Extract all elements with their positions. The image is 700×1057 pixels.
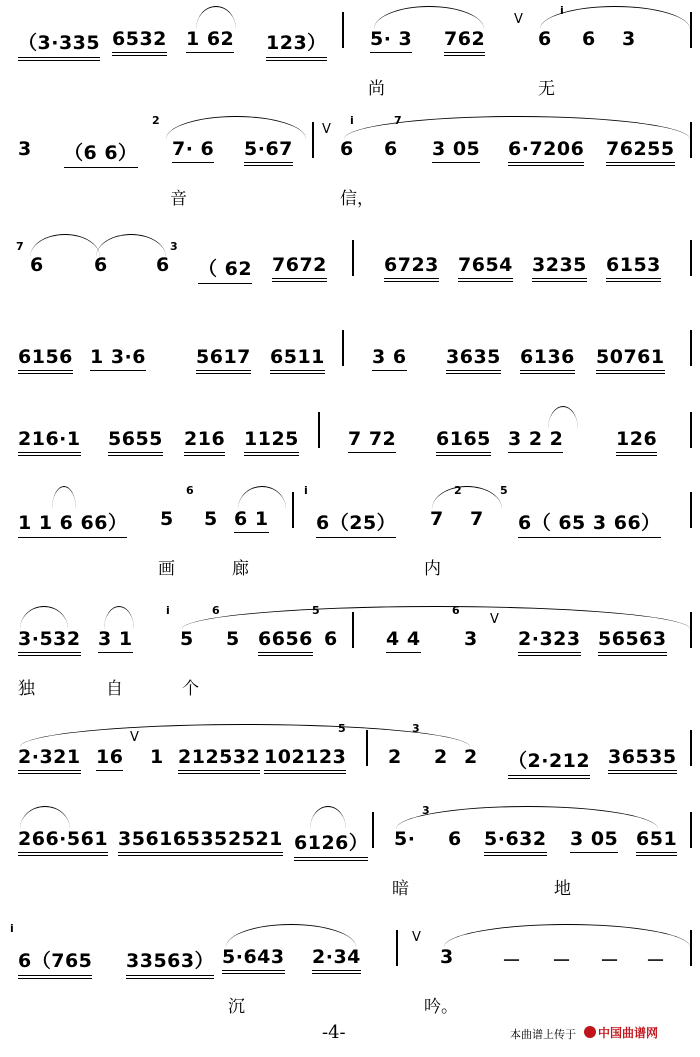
- grace-note: 3: [422, 804, 430, 817]
- lyric: 沉: [228, 997, 245, 1017]
- breath-mark: V: [412, 930, 421, 945]
- note-group: 6: [30, 254, 44, 276]
- dash: －: [502, 950, 522, 972]
- notes-line: [0, 746, 700, 772]
- bar-line: [352, 612, 354, 648]
- notes-line: [0, 346, 700, 372]
- note-group: 6656: [258, 628, 313, 656]
- notes-line: [0, 946, 700, 972]
- grace-note: 5: [338, 722, 346, 735]
- bar-line: [312, 122, 314, 158]
- note-group: 1 62: [186, 28, 234, 53]
- note-group: 6: [324, 628, 338, 650]
- note-group: 123）: [266, 28, 327, 61]
- slur-mark: [396, 806, 658, 829]
- note-group: （6 6）: [64, 138, 138, 168]
- note-group: 6532: [112, 28, 167, 56]
- grace-note: i: [304, 484, 308, 497]
- score-row: [0, 918, 700, 1018]
- grace-note: i: [10, 922, 14, 935]
- slur-mark: [238, 486, 286, 509]
- score-row: [0, 220, 700, 320]
- lyric: 无: [538, 79, 555, 99]
- slur-mark: [20, 806, 70, 829]
- lyric: 廊: [232, 559, 249, 579]
- notes-line: [0, 628, 700, 654]
- slur-mark: [104, 606, 134, 629]
- note-group: 5: [204, 508, 218, 530]
- notes-line: [0, 508, 700, 534]
- notes-line: [0, 28, 700, 54]
- slur-mark: [182, 606, 690, 629]
- bar-line: [342, 330, 344, 366]
- bar-line: [372, 812, 374, 848]
- note-group: 6: [94, 254, 108, 276]
- note-group: 6: [156, 254, 170, 276]
- site-logo-icon: [584, 1026, 596, 1038]
- grace-note: 7: [394, 114, 402, 127]
- slur-mark: [20, 606, 68, 629]
- note-group: 2521: [228, 828, 283, 856]
- note-group: 6723: [384, 254, 439, 282]
- lyric: 个: [182, 679, 199, 699]
- note-group: 216: [184, 428, 225, 456]
- note-group: 36535: [608, 746, 677, 774]
- bar-line: [690, 122, 692, 158]
- notes-line: [0, 138, 700, 164]
- grace-note: 7: [16, 240, 24, 253]
- note-group: 6511: [270, 346, 325, 374]
- note-group: 3·532: [18, 628, 81, 656]
- note-group: 3635: [446, 346, 501, 374]
- bar-line: [292, 492, 294, 528]
- score-row: [0, 600, 700, 700]
- note-group: 1 3·6: [90, 346, 146, 371]
- bar-line: [690, 492, 692, 528]
- slur-mark: [166, 116, 306, 139]
- note-group: 6153: [606, 254, 661, 282]
- note-group: 2·321: [18, 746, 81, 774]
- slur-mark: [30, 234, 100, 257]
- grace-note: 3: [170, 240, 178, 253]
- note-group: 1: [150, 746, 164, 768]
- grace-note: 5: [500, 484, 508, 497]
- dash: －: [646, 950, 666, 972]
- slur-mark: [310, 806, 346, 829]
- grace-note: 3: [412, 722, 420, 735]
- note-group: 7 72: [348, 428, 396, 453]
- note-group: 5·643: [222, 946, 285, 974]
- note-group: 3 2 2: [508, 428, 563, 453]
- note-group: 5·: [394, 828, 416, 850]
- bar-line: [690, 412, 692, 448]
- page-number: -4-: [322, 1022, 346, 1043]
- bar-line: [690, 730, 692, 766]
- grace-note: i: [560, 4, 564, 17]
- slur-mark: [548, 406, 578, 429]
- note-group: 1125: [244, 428, 299, 456]
- note-group: 2: [464, 746, 478, 768]
- note-group: （2·212: [508, 746, 590, 779]
- note-group: 6（ 65 3 66）: [518, 508, 661, 538]
- bar-line: [318, 412, 320, 448]
- note-group: 2: [388, 746, 402, 768]
- note-group: 33563）: [126, 946, 214, 979]
- note-group: （3·335: [18, 28, 100, 61]
- slur-mark: [226, 924, 356, 947]
- note-group: 216·1: [18, 428, 81, 456]
- note-group: 7672: [272, 254, 327, 282]
- note-group: 102123: [264, 746, 346, 774]
- grace-note: i: [350, 114, 354, 127]
- lyric: 地: [554, 879, 571, 899]
- dash: －: [552, 950, 572, 972]
- upload-credit: 本曲谱上传于: [510, 1028, 576, 1041]
- notes-line: [0, 828, 700, 854]
- note-group: 7: [430, 508, 444, 530]
- breath-mark: V: [514, 12, 523, 27]
- lyric: 音: [170, 189, 187, 209]
- slur-mark: [52, 486, 76, 509]
- note-group: 3235: [532, 254, 587, 282]
- note-group: 56563: [598, 628, 667, 656]
- note-group: 5·67: [244, 138, 293, 166]
- note-group: 6·7206: [508, 138, 584, 166]
- lyric: 信，: [340, 189, 374, 209]
- score-row: [0, 800, 700, 900]
- note-group: 3 05: [570, 828, 618, 853]
- note-group: 3 6: [372, 346, 407, 371]
- note-group: 3: [440, 946, 454, 968]
- grace-note: 5: [312, 604, 320, 617]
- note-group: 5: [160, 508, 174, 530]
- note-group: （ 62: [198, 254, 252, 284]
- note-group: 3 05: [432, 138, 480, 163]
- note-group: 5655: [108, 428, 163, 456]
- note-group: 6: [384, 138, 398, 160]
- note-group: 6: [340, 138, 354, 160]
- note-group: 5: [226, 628, 240, 650]
- lyric: 画: [158, 559, 175, 579]
- lyric: 尚: [368, 79, 385, 99]
- note-group: 266·561: [18, 828, 108, 856]
- note-group: 7· 6: [172, 138, 214, 163]
- grace-note: 6: [452, 604, 460, 617]
- note-group: 3: [464, 628, 478, 650]
- lyric: 独: [18, 679, 35, 699]
- note-group: 6: [448, 828, 462, 850]
- note-group: 762: [444, 28, 485, 56]
- note-group: 6 1: [234, 508, 269, 533]
- breath-mark: V: [322, 122, 331, 137]
- note-group: 6156: [18, 346, 73, 374]
- note-group: 6（25）: [316, 508, 396, 538]
- note-group: 5· 3: [370, 28, 412, 53]
- note-group: 5·632: [484, 828, 547, 856]
- bar-line: [396, 930, 398, 966]
- slur-mark: [374, 6, 484, 29]
- bar-line: [690, 240, 692, 276]
- note-group: 4 4: [386, 628, 421, 653]
- bar-line: [690, 612, 692, 648]
- note-group: 6165: [436, 428, 491, 456]
- bar-line: [690, 12, 692, 48]
- note-group: 6136: [520, 346, 575, 374]
- notes-line: [0, 254, 700, 280]
- note-group: 50761: [596, 346, 665, 374]
- slur-mark: [20, 724, 470, 747]
- dash: －: [600, 950, 620, 972]
- note-group: 651: [636, 828, 677, 856]
- bar-line: [690, 812, 692, 848]
- score-row: [0, 480, 700, 580]
- grace-note: 2: [454, 484, 462, 497]
- note-group: 1 1 6 66）: [18, 508, 127, 538]
- note-group: 35616535: [118, 828, 228, 856]
- note-group: 6126）: [294, 828, 368, 861]
- note-group: 212532: [178, 746, 260, 774]
- note-group: 5617: [196, 346, 251, 374]
- site-name[interactable]: 中国曲谱网: [598, 1026, 659, 1040]
- note-group: 3: [18, 138, 32, 160]
- note-group: 2: [434, 746, 448, 768]
- grace-note: 6: [186, 484, 194, 497]
- note-group: 76255: [606, 138, 675, 166]
- note-group: 6: [582, 28, 596, 50]
- note-group: 5: [180, 628, 194, 650]
- slur-mark: [444, 924, 690, 947]
- bar-line: [366, 730, 368, 766]
- footer: [0, 1016, 700, 1056]
- note-group: 3: [622, 28, 636, 50]
- score-row: [0, 0, 700, 100]
- lyric: 吟。: [424, 997, 458, 1017]
- note-group: 16: [96, 746, 123, 771]
- bar-line: [690, 330, 692, 366]
- lyric: 暗: [392, 879, 409, 899]
- note-group: 126: [616, 428, 657, 456]
- score-row: [0, 110, 700, 210]
- breath-mark: V: [130, 730, 139, 745]
- note-group: 3 1: [98, 628, 133, 653]
- note-group: 2·323: [518, 628, 581, 656]
- note-group: 7654: [458, 254, 513, 282]
- slur-mark: [96, 234, 166, 257]
- breath-mark: V: [490, 612, 499, 627]
- note-group: 6（765: [18, 946, 92, 979]
- notes-line: [0, 428, 700, 454]
- grace-note: i: [166, 604, 170, 617]
- bar-line: [690, 930, 692, 966]
- note-group: 6: [538, 28, 552, 50]
- note-group: 7: [470, 508, 484, 530]
- lyric: 自: [106, 679, 123, 699]
- grace-note: 6: [212, 604, 220, 617]
- slur-mark: [196, 6, 236, 29]
- note-group: 2·34: [312, 946, 361, 974]
- slur-mark: [432, 486, 502, 509]
- bar-line: [352, 240, 354, 276]
- grace-note: 2: [152, 114, 160, 127]
- lyric: 内: [424, 559, 441, 579]
- bar-line: [342, 12, 344, 48]
